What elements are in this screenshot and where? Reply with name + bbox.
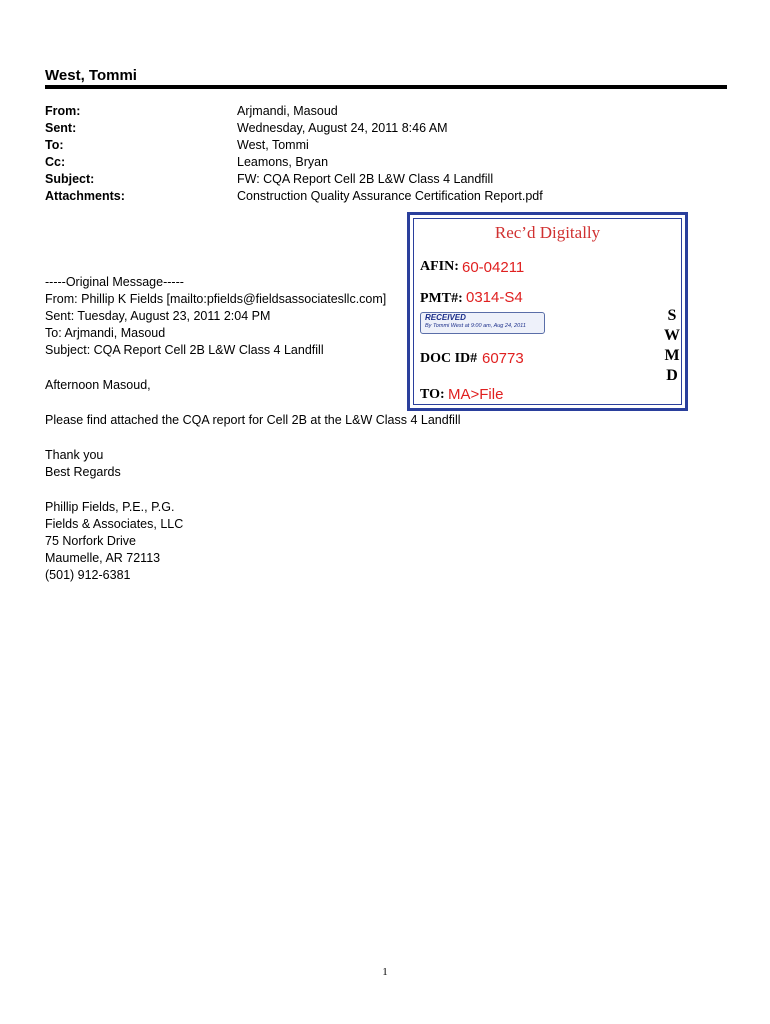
- swmd-letters: [664, 306, 680, 386]
- docid-label: DOC ID#: [420, 351, 478, 366]
- signature-company: Fields & Associates, LLC: [45, 517, 184, 531]
- swmd-letter: S: [667, 307, 677, 324]
- owner-rule: [45, 85, 727, 89]
- email-owner: West, Tommi: [45, 67, 137, 84]
- received-badge: [420, 312, 545, 334]
- header-label: Attachments:: [45, 189, 125, 203]
- header-value: Arjmandi, Masoud: [237, 104, 338, 118]
- header-value: Wednesday, August 24, 2011 8:46 AM: [237, 121, 448, 135]
- signature-street: 75 Norfork Drive: [45, 534, 136, 548]
- header-label: To:: [45, 138, 64, 152]
- signature-phone: (501) 912-6381: [45, 568, 131, 582]
- header-label: Subject:: [45, 172, 95, 186]
- message-text: Please find attached the CQA report for Cell 2B at the L&W Class 4 Landfill: [45, 413, 461, 427]
- closing-regards: Best Regards: [45, 465, 121, 479]
- header-label: Sent:: [45, 121, 77, 135]
- header-label: From:: [45, 104, 81, 118]
- original-divider: -----Original Message-----: [45, 275, 184, 289]
- original-sent: Sent: Tuesday, August 23, 2011 2:04 PM: [45, 309, 271, 323]
- header-value: West, Tommi: [237, 138, 309, 152]
- header-value: FW: CQA Report Cell 2B L&W Class 4 Landfill: [237, 172, 494, 186]
- swmd-letter: W: [664, 327, 680, 344]
- pmt-value: 0314-S4: [466, 289, 523, 306]
- pmt-label: PMT#:: [420, 291, 463, 306]
- received-stamp: [407, 212, 688, 411]
- original-to: To: Arjmandi, Masoud: [45, 326, 166, 340]
- swmd-letter: D: [666, 367, 678, 384]
- received-title: RECEIVED: [425, 313, 466, 322]
- signature-city: Maumelle, AR 72113: [45, 551, 161, 565]
- swmd-letter: M: [664, 347, 680, 364]
- attachment-link[interactable]: Construction Quality Assurance Certification Report.pdf: [237, 189, 543, 203]
- received-subtitle: By Tommi West at 9:00 am, Aug 24, 2011: [425, 323, 526, 329]
- to-label: TO:: [420, 387, 445, 402]
- closing-thanks: Thank you: [45, 448, 104, 462]
- docid-value: 60773: [482, 350, 524, 367]
- signature-name: Phillip Fields, P.E., P.G.: [45, 500, 175, 514]
- page-number: 1: [382, 966, 388, 978]
- to-value: MA>File: [448, 386, 504, 403]
- header-label: Cc:: [45, 155, 66, 169]
- stamp-title: Rec’d Digitally: [494, 223, 601, 242]
- afin-value: 60-04211: [462, 259, 525, 276]
- afin-label: AFIN:: [420, 259, 459, 274]
- header-value: Leamons, Bryan: [237, 155, 329, 169]
- original-from: From: Phillip K Fields [mailto:pfields@fieldsassociatesllc.com]: [45, 292, 387, 306]
- greeting: Afternoon Masoud,: [45, 378, 151, 392]
- original-subject: Subject: CQA Report Cell 2B L&W Class 4 Landfill: [45, 343, 324, 357]
